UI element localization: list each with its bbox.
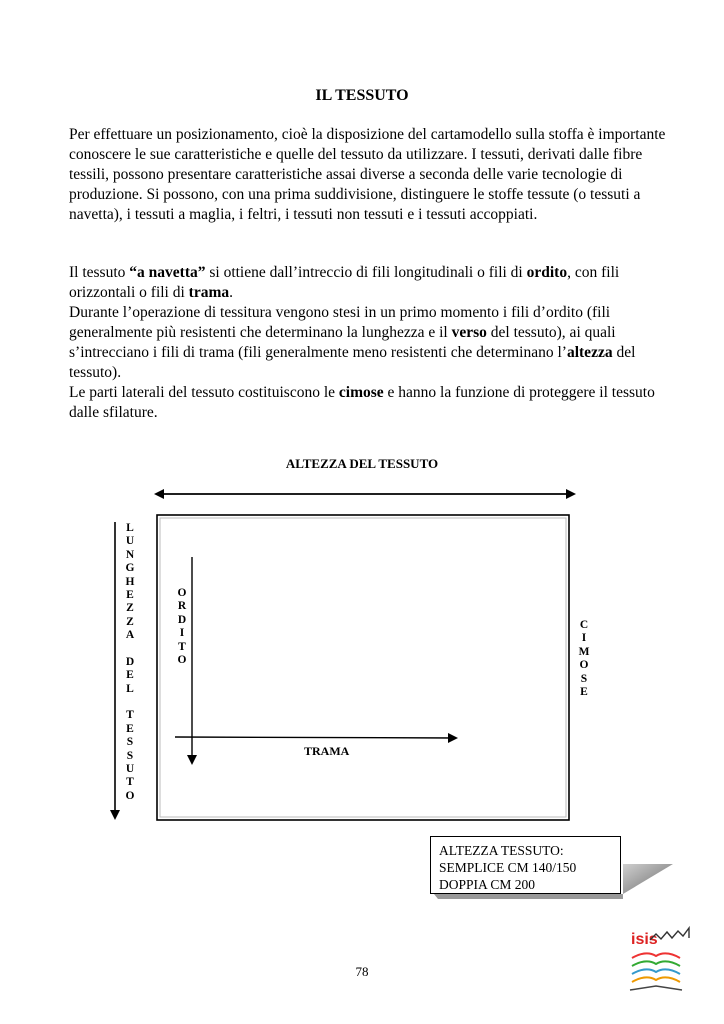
lunghezza-letter: E <box>126 669 134 682</box>
bold-term-navetta: “a navetta” <box>129 264 206 281</box>
lunghezza-letter: D <box>125 655 135 668</box>
ordito-letter: T <box>178 640 186 653</box>
lunghezza-letter: T <box>126 709 134 722</box>
lunghezza-letter: S <box>126 736 134 749</box>
lunghezza-letter: Z <box>126 602 134 615</box>
info-line-2: SEMPLICE CM 140/150 <box>439 860 577 875</box>
info-line-1: ALTEZZA TESSUTO: <box>439 843 564 858</box>
text-run: , con fili orizzontali o fili di <box>69 264 620 301</box>
text-run: e hanno la funzione di proteggere il tessuto dalle sfilature. <box>69 384 655 421</box>
trama-arrow <box>175 737 456 738</box>
page-title: IL TESSUTO <box>315 87 409 104</box>
text-run: del tessuto), ai quali s’intrecciano i fili di trama (fili generalmente meno resistenti che determinano l’ <box>69 324 616 361</box>
lunghezza-letter: L <box>126 522 134 534</box>
lunghezza-letter <box>123 696 137 709</box>
text-run: Durante l’operazione di tessitura vengono stesi in un primo momento i fili d’ordito (fili generalmente più resistenti che determinano la lunghezza e il <box>69 304 611 341</box>
diagram-title: ALTEZZA DEL TESSUTO <box>285 456 439 471</box>
text-run: si ottiene dall’intreccio di fili longitudinali o fili di <box>205 264 527 281</box>
cimose-letter: M <box>578 645 590 658</box>
trama-label: TRAMA <box>304 744 350 758</box>
cimose-letter: C <box>579 619 589 631</box>
lunghezza-letter: G <box>125 562 135 575</box>
ordito-label <box>175 587 189 667</box>
lunghezza-letter: Z <box>126 615 134 628</box>
bold-term-trama: trama <box>188 284 230 301</box>
intro-text: Per effettuare un posizionamento, cioè la disposizione del cartamodello sulla stoffa è importante conoscere le sue caratteristiche e quelle del tessuto da utilizzare. I tessuti, derivati dalle fibre tessili, possono presentare caratteristiche assai diverse a seconda delle varie tecnologie di produzione. Si possono, con una prima suddivisione, distinguere le stoffe tessute (o tessuti a navetta), i tessuti a maglia, i feltri, i tessuti non tessuti e i tessuti accoppiati. <box>69 126 666 223</box>
lunghezza-letter: N <box>125 548 135 561</box>
fabric-inner-border <box>160 518 566 817</box>
ordito-letter: O <box>177 587 187 599</box>
text-run: . <box>229 284 233 301</box>
ordito-letter: I <box>179 627 185 640</box>
bold-term-altezza: altezza <box>566 344 613 361</box>
text-run: Le parti laterali del tessuto costituiscono le <box>69 384 339 401</box>
lunghezza-letter: U <box>125 763 135 776</box>
ordito-letter: O <box>177 653 187 666</box>
text-run: Il tessuto <box>69 264 130 281</box>
cimose-letter: E <box>580 685 588 698</box>
lunghezza-letter: H <box>125 575 135 588</box>
cimose-letter: S <box>580 672 588 685</box>
page-number: 78 <box>355 964 369 979</box>
lunghezza-letter: S <box>126 749 134 762</box>
lunghezza-letter: E <box>126 588 134 601</box>
lunghezza-letter: E <box>126 722 134 735</box>
cimose-letter: O <box>579 659 589 672</box>
logo-text: isis <box>631 931 658 948</box>
fabric-rectangle <box>157 515 569 820</box>
info-line-3: DOPPIA CM 200 <box>439 877 536 892</box>
lunghezza-letter <box>123 643 137 656</box>
info-box-shadow-base <box>434 894 623 899</box>
ordito-letter: R <box>177 600 187 613</box>
lunghezza-letter: A <box>125 629 135 642</box>
text-run: del tessuto). <box>69 344 636 381</box>
fabric-width-info-box <box>430 836 621 894</box>
lunghezza-letter: L <box>126 682 134 695</box>
info-box-shadow <box>623 864 673 894</box>
bold-term-ordito: ordito <box>526 264 568 281</box>
bold-term-verso: verso <box>451 324 487 341</box>
ordito-letter: D <box>177 613 187 626</box>
cimose-letter: I <box>581 632 587 645</box>
lunghezza-letter: T <box>126 776 134 789</box>
lunghezza-letter: O <box>125 789 135 802</box>
lunghezza-label <box>123 522 137 803</box>
cimose-label <box>577 619 591 699</box>
lunghezza-letter: U <box>125 535 135 548</box>
bold-term-cimose: cimose <box>338 384 384 401</box>
